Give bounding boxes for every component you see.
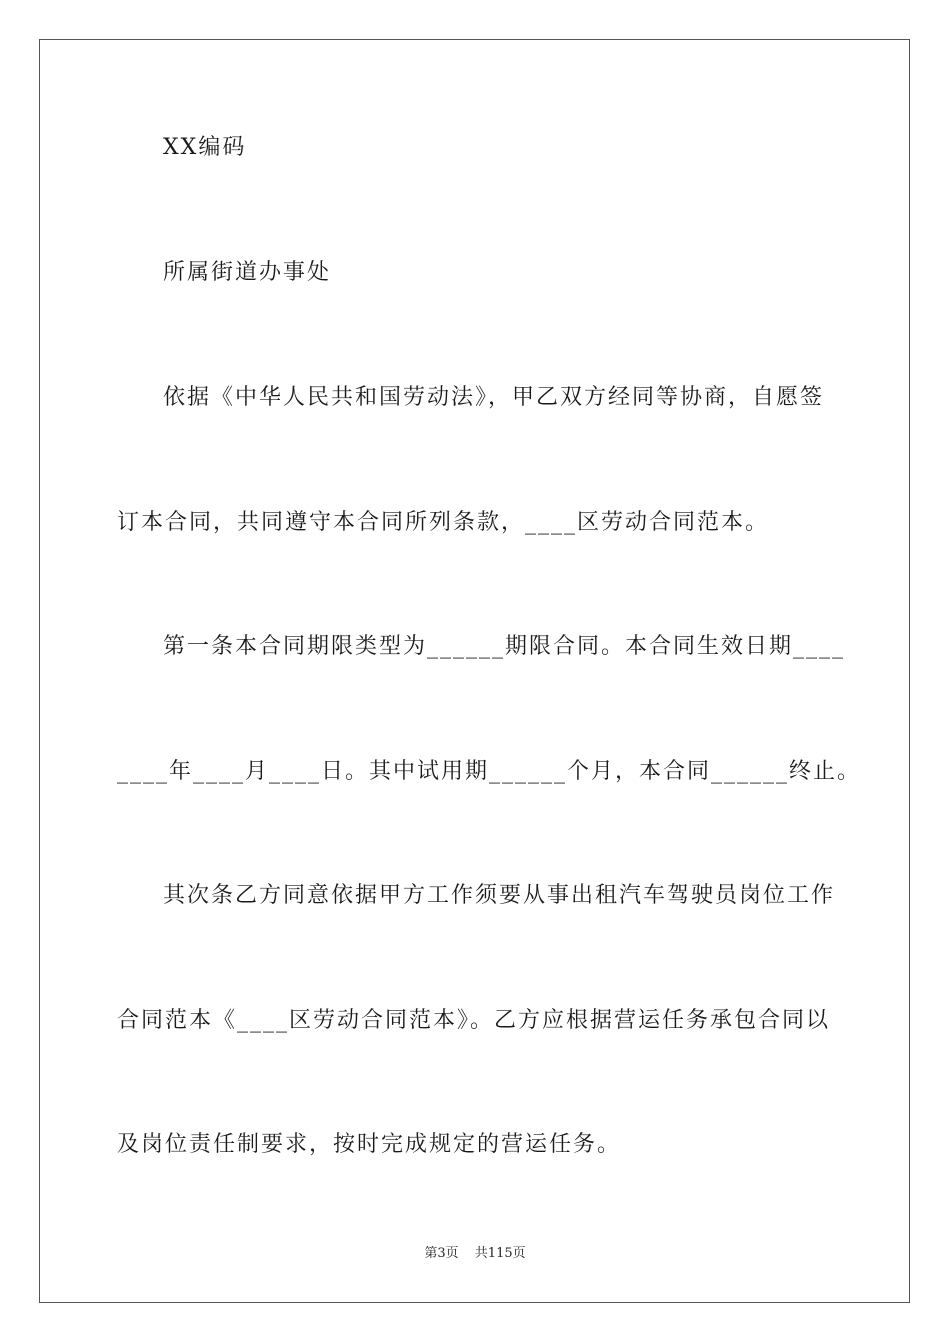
page-number: 第3页 [424,1246,459,1261]
article-2-line-3: 及岗位责任制要求，按时完成规定的营运任务。 [117,1132,622,1157]
article-2-line-1: 其次条乙方同意依据甲方工作须要从事出租汽车驾驶员岗位工作 [163,883,836,908]
subdistrict-office-line: 所属街道办事处 [163,260,332,285]
total-pages: 共115页 [474,1246,526,1261]
article-1-line-2: ____年____月____日。其中试用期______个月，本合同______终止。 [117,759,862,784]
paragraph-intro-line-2: 订本合同，共同遵守本合同所列条款，____区劳动合同范本。 [117,510,770,535]
article-1-line-1: 第一条本合同期限类型为______期限合同。本合同生效日期____ [163,634,846,659]
page-footer [0,1245,950,1263]
code-line: XX编码 [163,135,247,160]
page-border [39,39,910,1303]
paragraph-intro-line-1: 依据《中华人民共和国劳动法》，甲乙双方经同等协商，自愿签 [163,385,825,410]
article-2-line-2: 合同范本《____区劳动合同范本》。乙方应根据营运任务承包合同以 [117,1008,831,1033]
